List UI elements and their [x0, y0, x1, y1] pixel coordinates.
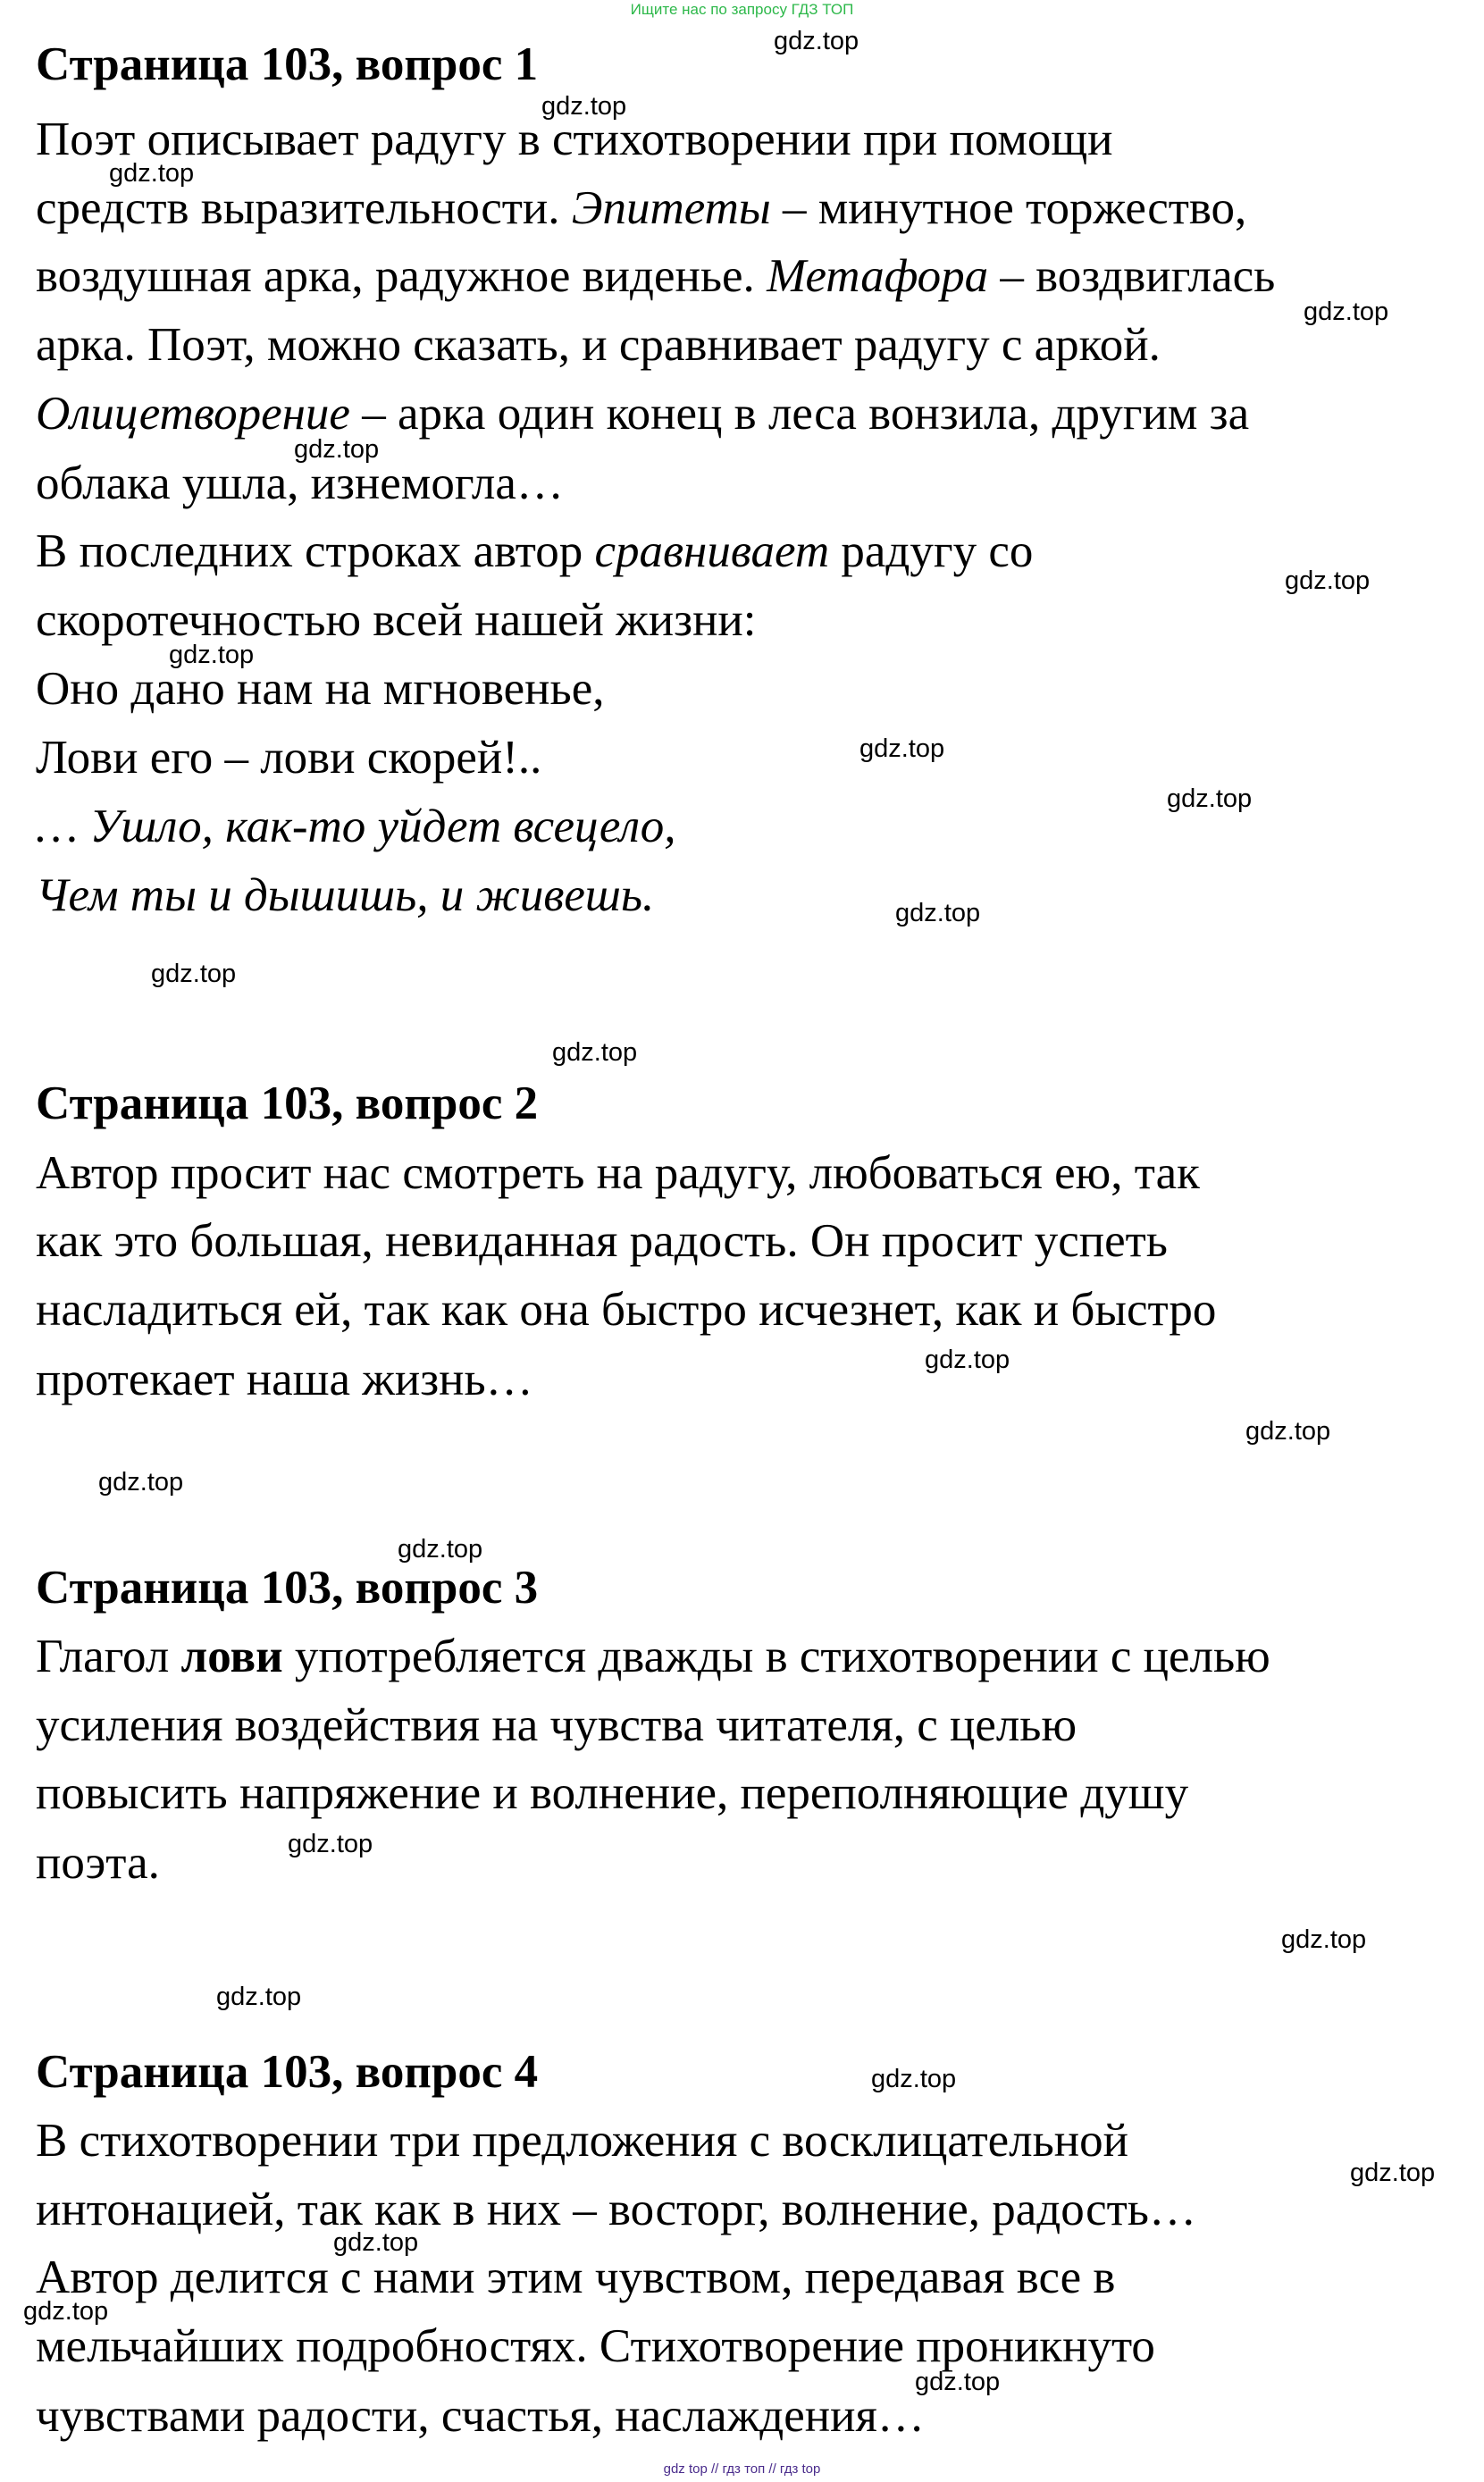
q1-compares-term: сравнивает	[594, 525, 830, 577]
q4-line-2: интонацией, так как в них – восторг, волнение, радость…	[36, 2184, 1196, 2235]
watermark: gdz.top	[151, 960, 237, 988]
watermark: gdz.top	[915, 2368, 1001, 2396]
q3-line-1-rest: употребляется дважды в стихотворении с целью	[282, 1631, 1270, 1682]
q1-line-2	[36, 181, 1246, 235]
watermark: gdz.top	[552, 1038, 638, 1067]
q1-line-3-rest: – воздвиглась	[988, 250, 1276, 302]
q4-heading: Страница 103, вопрос 4	[36, 2046, 539, 2098]
watermark: gdz.top	[288, 1830, 373, 1858]
watermark: gdz.top	[895, 899, 981, 927]
q1-line-6: облака ушла, изнемогла…	[36, 457, 564, 509]
watermark: gdz.top	[398, 1535, 483, 1564]
watermark: gdz.top	[23, 2297, 109, 2326]
q1-metaphor-term: Метафора	[767, 250, 989, 302]
watermark: gdz.top	[1304, 298, 1389, 326]
q1-epithets-term: Эпитеты	[571, 182, 771, 234]
q4-line-4: мельчайших подробностях. Стихотворение проникнуто	[36, 2320, 1155, 2372]
q3-line-2: усиления воздействия на чувства читателя, с целью	[36, 1699, 1077, 1751]
watermark: gdz.top	[859, 734, 945, 763]
q2-line-4: протекает наша жизнь…	[36, 1354, 533, 1405]
q1-poem-line-2: Лови его – лови скорей!..	[36, 732, 542, 784]
q2-heading: Страница 103, вопрос 2	[36, 1077, 539, 1129]
top-banner[interactable]: Ищите нас по запросу ГДЗ ТОП	[630, 1, 854, 18]
q3-heading: Страница 103, вопрос 3	[36, 1562, 539, 1614]
q1-poem-line-4: Чем ты и дышишь, и живешь.	[36, 869, 655, 921]
q2-line-1: Автор просит нас смотреть на радугу, любоваться ею, так	[36, 1147, 1200, 1199]
q1-line-2-rest: – минутное торжество,	[770, 182, 1247, 234]
q4-line-3: Автор делится с нами этим чувством, передавая все в	[36, 2251, 1116, 2303]
q1-line-7-text: В последних строках автор	[36, 525, 595, 577]
q2-line-3: насладиться ей, так как она быстро исчезнет, как и быстро	[36, 1284, 1217, 1336]
q1-line-3	[36, 249, 1275, 303]
q1-line-2-text: средств выразительности.	[36, 182, 572, 234]
watermark: gdz.top	[925, 1346, 1010, 1374]
watermark: gdz.top	[333, 2228, 419, 2257]
q1-line-8: скоротечностью всей нашей жизни:	[36, 594, 757, 646]
watermark: gdz.top	[1285, 566, 1371, 595]
watermark: gdz.top	[871, 2065, 957, 2093]
q1-line-7	[36, 524, 1033, 578]
watermark: gdz.top	[1281, 1925, 1367, 1954]
watermark: gdz.top	[1350, 2159, 1436, 2187]
q1-line-7-rest: радугу со	[829, 525, 1034, 577]
q3-line-4: поэта.	[36, 1837, 160, 1889]
q3-line-1	[36, 1630, 1270, 1683]
watermark: gdz.top	[1167, 784, 1253, 813]
watermark: gdz.top	[216, 1983, 302, 2011]
watermark: gdz.top	[1245, 1417, 1331, 1446]
bottom-banner: gdz top // гдз топ // гдз top	[663, 2461, 821, 2477]
q1-line-3-text: воздушная арка, радужное виденье.	[36, 250, 767, 302]
q3-line-1-text: Глагол	[36, 1631, 181, 1682]
watermark: gdz.top	[774, 27, 859, 55]
q1-poem-line-3: … Ушло, как-то уйдет всецело,	[36, 801, 676, 852]
q1-line-5	[36, 387, 1249, 440]
q4-line-5: чувствами радости, счастья, наслаждения…	[36, 2390, 925, 2442]
q2-line-2: как это большая, невиданная радость. Он просит успеть	[36, 1215, 1168, 1267]
q1-line-4: арка. Поэт, можно сказать, и сравнивает радугу с аркой.	[36, 319, 1161, 371]
q3-line-3: повысить напряжение и волнение, переполняющие душу	[36, 1767, 1189, 1819]
q1-personification-term: Олицетворение	[36, 388, 350, 440]
q1-poem-line-1: Оно дано нам на мгновенье,	[36, 663, 605, 715]
q1-line-1: Поэт описывает радугу в стихотворении при помощи	[36, 113, 1113, 165]
watermark: gdz.top	[98, 1468, 184, 1497]
watermark: gdz.top	[541, 92, 627, 121]
watermark: gdz.top	[109, 159, 195, 188]
q1-heading: Страница 103, вопрос 1	[36, 38, 539, 90]
q1-line-5-rest: – арка один конец в леса вонзила, другим за	[349, 388, 1250, 440]
watermark: gdz.top	[169, 641, 255, 669]
q3-verb-term: лови	[180, 1631, 283, 1682]
watermark: gdz.top	[294, 435, 380, 464]
q4-line-1: В стихотворении три предложения с восклицательной	[36, 2115, 1129, 2167]
